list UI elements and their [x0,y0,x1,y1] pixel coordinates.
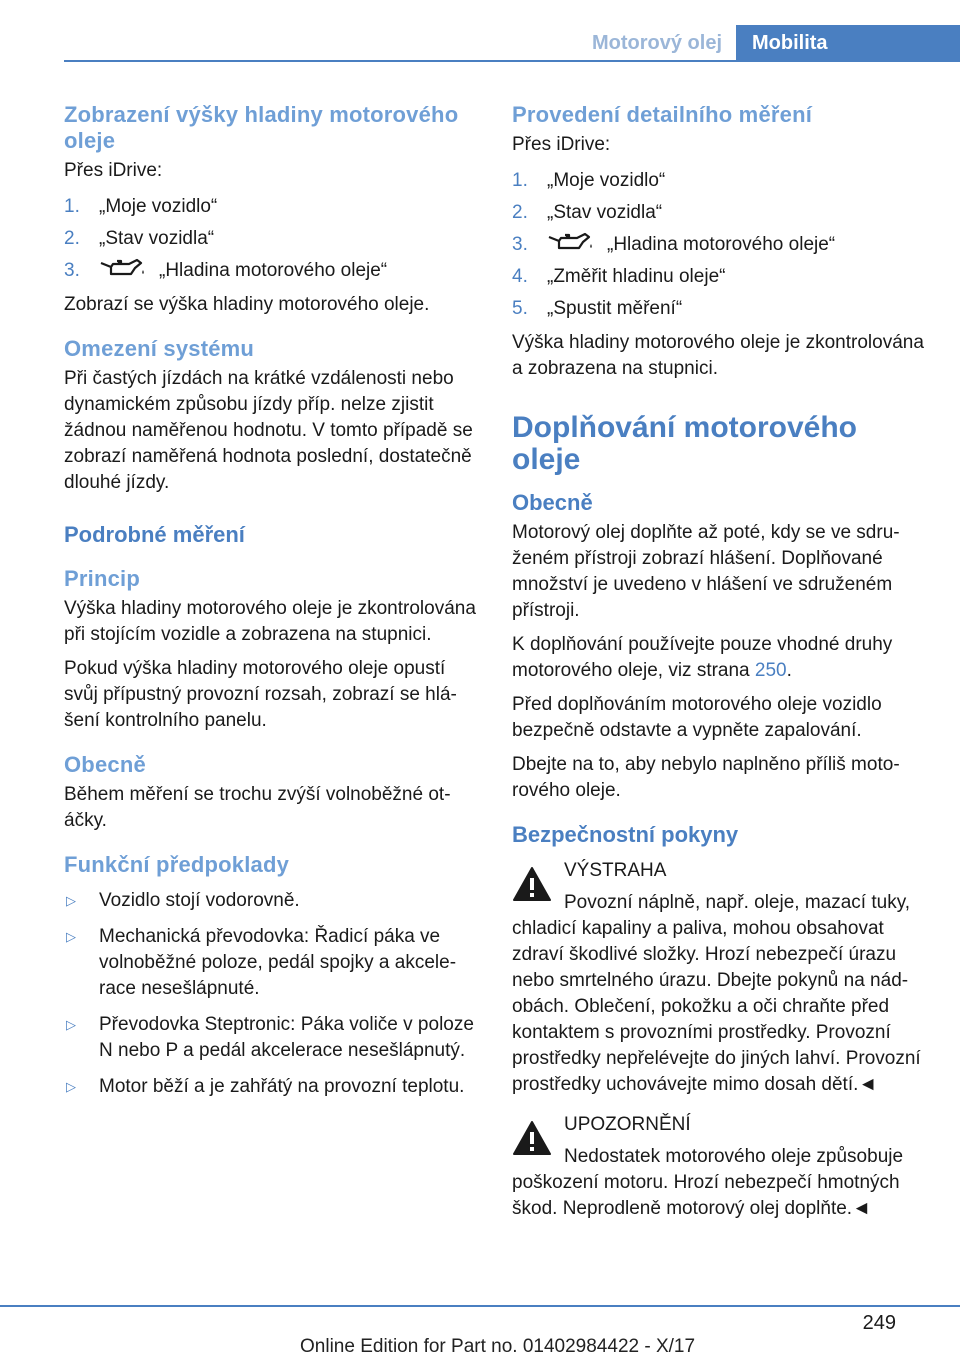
list-item: 1. „Moje vozidlo“ [512,170,666,191]
warning-title-1: VÝSTRAHA [564,860,667,881]
warning-block-1 [512,858,932,1098]
list-item: 4. „Změřit hladinu oleje“ [512,266,726,287]
header-section-title: Motorový olej [591,32,722,54]
warning-title-2: UPOZORNĚNÍ [564,1114,691,1135]
warning-text-1: Povozní náplně, např. oleje, mazací tuky, chladicí kapaliny a paliva, mohou obsahovat zdraví škodlivé složky. Hrozí nebezpečí úrazu nebo smrtelného úrazu. Dbejte pokynů na nádobách. Oblečení, pokožku a oči chraňte před kontaktem s provozními prostředky. Provozní prostředky nepřelévejte do jiných lahví. Provozní prostředky uchovávejte mimo dosah dětí.◄ [512,892,921,1095]
list-item: 1. „Moje vozidlo“ [64,196,218,217]
paragraph-principle-1: Výška hladiny motorového oleje je zkontrolována při stojícím vozidle a zobrazena na stupnici. [64,598,476,645]
list-item: ▷ Vozidlo stojí vodorovně. [64,888,479,914]
paragraph-system-limits: Při častých jízdách na krátké vzdálenosti nebo dynamickém způsobu jízdy příp. nelze zjistit žádnou naměřenou hodnotu. V tomto případě se zobrazí naměřená hodnota poslední, dostatečně dlouhé jízdy. [64,368,473,493]
list-item: 2. „Stav vozidla“ [64,228,215,249]
triangle-bullet-icon: ▷ [66,893,76,908]
triangle-bullet-icon: ▷ [66,929,76,944]
heading-general-left: Obecně [64,752,146,777]
list-item: 2. „Stav vozidla“ [512,202,663,223]
warning-block-2 [512,1112,932,1222]
triangle-bullet-icon: ▷ [66,1017,76,1032]
list-item: 5. „Spustit měření“ [512,298,683,319]
left-column [64,102,479,1110]
page-number: 249 [862,1312,896,1334]
right-column [512,102,932,1236]
heading-detailed-measurement: Podrobné měření [64,522,245,547]
heading-system-limits: Omezení systému [64,336,255,361]
warning-triangle-icon [512,866,552,902]
requirements-list [64,888,479,1100]
page-reference-link[interactable]: 250 [754,660,787,681]
list-item: 3. „Hladina motorového oleje“ [64,260,388,281]
steps-list-right [512,168,932,322]
paragraph-measurement-result: Výška hladiny motorového oleje je zkontrolována a zobrazena na stupnici. [512,332,924,379]
edition-text: Online Edition for Part no. 01402984422 - X/17 [300,1336,696,1357]
heading-detailed-measurement-run: Provedení detailního měření [512,102,813,127]
paragraph-idrive-intro-right: Přes iDrive: [512,134,611,155]
header-chapter-tab: Mobilita [736,25,960,61]
paragraph-principle-2: Pokud výška hladiny motorového oleje opustí svůj přípustný provozní rozsah, zobrazí se hlášení kontrolního panelu. [64,658,457,731]
heading-function-requirements: Funkční předpoklady [64,852,290,877]
paragraph-refill-3: Před doplňováním motorového oleje vozidlo bezpečně odstavte a vypněte zapalování. [512,694,882,741]
paragraph-display-result: Zobrazí se výška hladiny motorového oleje. [64,294,430,315]
paragraph-refill-4: Dbejte na to, aby nebylo naplněno příliš motorového oleje. [512,754,900,801]
warning-triangle-icon [512,1120,552,1156]
steps-list-left [64,194,479,284]
paragraph-general-left: Během měření se trochu zvýší volnoběžné otáčky. [64,784,451,831]
list-item: 3. „Hladina motorového oleje“ [512,234,836,255]
paragraph-idrive-intro: Přes iDrive: [64,160,163,181]
heading-general-right: Obecně [512,490,593,515]
heading-oil-refill: Doplňování motorového oleje [512,411,857,476]
triangle-bullet-icon: ▷ [66,1079,76,1094]
paragraph-refill-1: Motorový olej doplňte až poté, kdy se ve sdruženém přístroji zobrazí hlášení. Doplňované množství je uvedeno v hlášení ve sdruženém přístroji. [512,522,900,621]
warning-text-2: Nedostatek motorového oleje způsobuje poškození motoru. Hrozí nebezpečí hmotných škod. Neprodleně motorový olej doplňte.◄ [512,1146,904,1219]
list-item: ▷ Převodovka Steptronic: Páka voliče v poloze N nebo P a pedál akcelerace nesešlápnutý. [66,1014,474,1061]
heading-safety-notes: Bezpečnostní pokyny [512,822,739,847]
oil-can-icon [99,258,147,280]
paragraph-refill-2: K doplňování používejte pouze vhodné druhy motorového oleje, viz strana 250. [512,634,893,681]
oil-can-icon [547,232,595,254]
header-rule [64,60,960,62]
heading-principle: Princip [64,566,140,591]
heading-oil-level-display: Zobrazení výšky hladiny motorového oleje [64,102,459,153]
list-item: ▷ Motor běží a je zahřátý na provozní teplotu. [64,1074,479,1100]
footer-rule [0,1305,960,1307]
list-item: ▷ Mechanická převodovka: Řadicí páka ve volnoběžné poloze, pedál spojky a akcelerace nesešlápnuté. [66,926,457,999]
